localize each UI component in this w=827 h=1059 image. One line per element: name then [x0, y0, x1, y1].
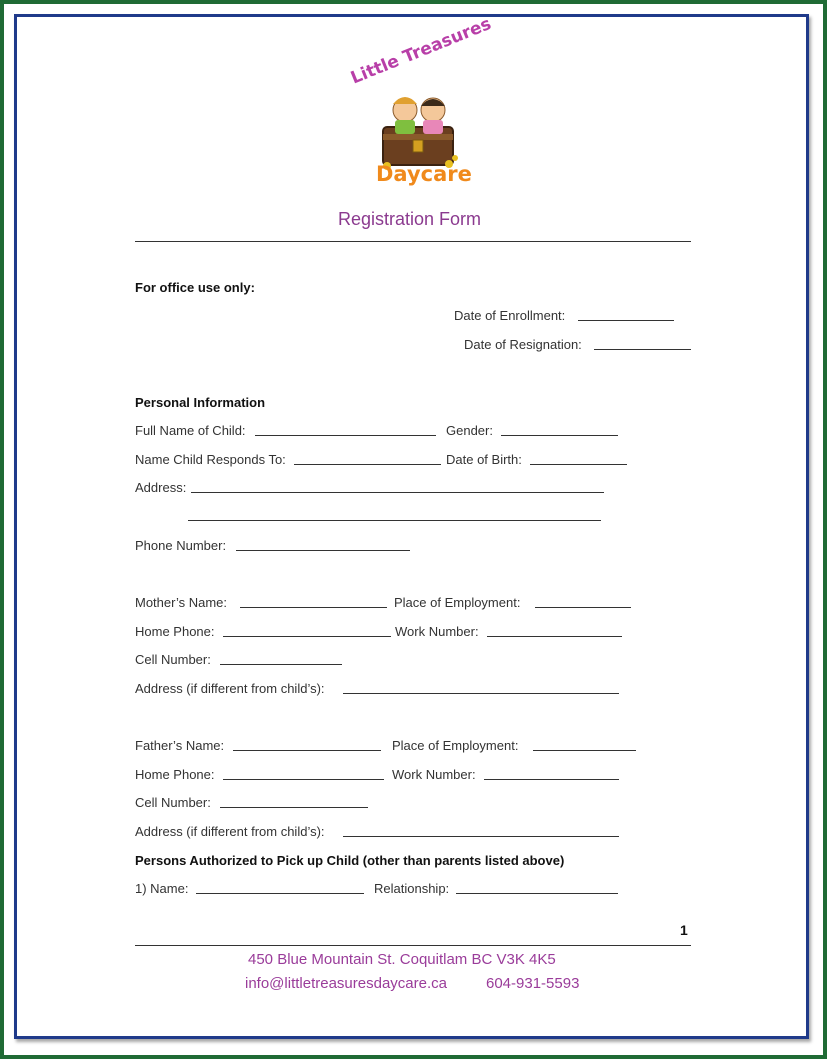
pickup-name-label: 1) Name: — [135, 881, 189, 896]
resignation-label: Date of Resignation: — [464, 337, 582, 352]
father-home-phone-field[interactable] — [223, 779, 384, 780]
mother-work-number-label: Work Number: — [395, 624, 479, 639]
enrollment-label: Date of Enrollment: — [454, 308, 566, 323]
father-home-phone-label: Home Phone: — [135, 767, 215, 782]
mother-work-number-field[interactable] — [487, 636, 622, 637]
mother-cell-label: Cell Number: — [135, 652, 211, 667]
father-name-field[interactable] — [233, 750, 381, 751]
pickup-relationship-label: Relationship: — [374, 881, 450, 896]
mother-employment-label: Place of Employment: — [394, 595, 521, 610]
pickup-relationship-field[interactable] — [456, 893, 618, 894]
mother-home-phone-field[interactable] — [223, 636, 391, 637]
dob-label: Date of Birth: — [446, 452, 522, 467]
father-employment-label: Place of Employment: — [392, 738, 519, 753]
father-cell-field[interactable] — [220, 807, 368, 808]
footer-phone: 604-931-5593 — [486, 975, 580, 992]
footer-email[interactable]: info@littletreasuresdaycare.ca — [245, 975, 447, 992]
responds-to-label: Name Child Responds To: — [135, 452, 286, 467]
enrollment-field[interactable] — [578, 320, 674, 321]
personal-info-heading: Personal Information — [135, 395, 266, 410]
logo-text-bottom: Daycare — [376, 162, 472, 186]
responds-to-field[interactable] — [294, 464, 441, 465]
authorized-pickup-heading: Persons Authorized to Pick up Child (other than parents listed above) — [135, 853, 565, 868]
pickup-name-field[interactable] — [196, 893, 364, 894]
page-number: 1 — [680, 922, 688, 938]
mother-cell-field[interactable] — [220, 664, 342, 665]
dob-field[interactable] — [530, 464, 627, 465]
footer-divider — [135, 945, 691, 946]
page-title: Registration Form — [338, 209, 482, 229]
title-divider — [135, 241, 691, 242]
gender-label: Gender: — [446, 423, 493, 438]
mother-employment-field[interactable] — [535, 607, 631, 608]
father-address-field[interactable] — [343, 836, 619, 837]
logo-text-top: Little Treasures — [348, 13, 495, 89]
address-field-line1[interactable] — [191, 492, 604, 493]
mother-name-label: Mother’s Name: — [135, 595, 227, 610]
office-use-heading: For office use only: — [135, 280, 255, 295]
mother-name-field[interactable] — [240, 607, 387, 608]
child-name-field[interactable] — [255, 435, 436, 436]
father-name-label: Father’s Name: — [135, 738, 225, 753]
address-label: Address: — [135, 480, 187, 495]
father-work-number-field[interactable] — [484, 779, 619, 780]
address-field-line2[interactable] — [188, 520, 601, 521]
resignation-field[interactable] — [594, 349, 691, 350]
mother-address-field[interactable] — [343, 693, 619, 694]
gender-field[interactable] — [501, 435, 618, 436]
mother-home-phone-label: Home Phone: — [135, 624, 215, 639]
phone-label: Phone Number: — [135, 538, 227, 553]
father-work-number-label: Work Number: — [392, 767, 476, 782]
father-employment-field[interactable] — [533, 750, 636, 751]
footer-address: 450 Blue Mountain St. Coquitlam BC V3K 4K5 — [248, 951, 556, 968]
phone-field[interactable] — [236, 550, 410, 551]
mother-address-label: Address (if different from child’s): — [135, 681, 325, 696]
father-cell-label: Cell Number: — [135, 795, 211, 810]
father-address-label: Address (if different from child’s): — [135, 824, 325, 839]
child-name-label: Full Name of Child: — [135, 423, 246, 438]
